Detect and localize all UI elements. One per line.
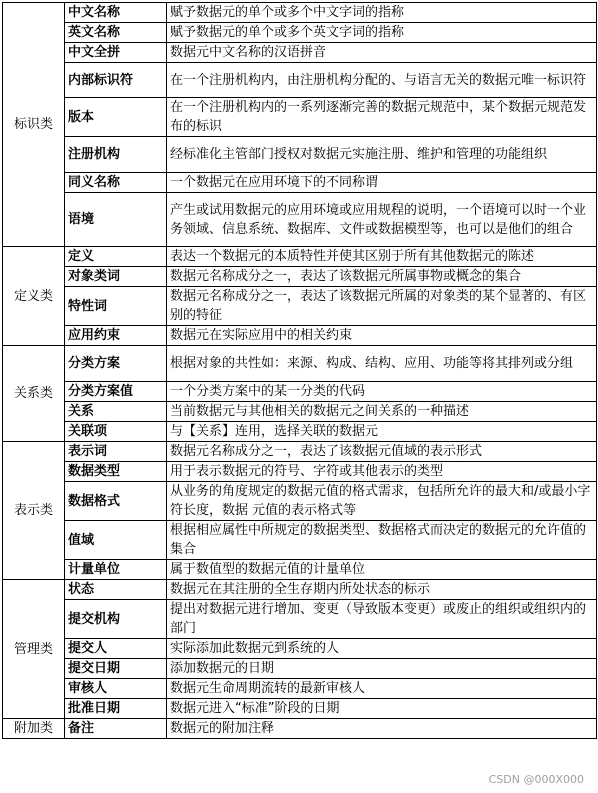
- attribute-name-cell: 批准日期: [65, 699, 167, 719]
- table-row: [3, 23, 597, 43]
- attribute-name-cell: 提交机构: [65, 600, 167, 639]
- attribute-name-cell: 状态: [65, 580, 167, 600]
- attribute-description-cell: 数据元的附加注释: [167, 719, 597, 739]
- table-row: [3, 719, 597, 739]
- category-cell: 关系类: [3, 346, 65, 442]
- table-row: [3, 521, 597, 560]
- table-row: [3, 442, 597, 462]
- attribute-description-cell: 赋予数据元的单个或多个中文字词的指称: [167, 3, 597, 23]
- attribute-description-cell: 数据元名称成分之一，表达了该数据元所属的对象类的某个显著的、有区别的特征: [167, 287, 597, 326]
- attribute-name-cell: 备注: [65, 719, 167, 739]
- attribute-description-cell: 数据元在实际应用中的相关约束: [167, 326, 597, 346]
- attribute-name-cell: 语境: [65, 193, 167, 247]
- table-row: [3, 402, 597, 422]
- attribute-description-cell: 当前数据元与其他相关的数据元之间关系的一种描述: [167, 402, 597, 422]
- attribute-name-cell: 审核人: [65, 679, 167, 699]
- table-body: [3, 3, 597, 739]
- attribute-name-cell: 表示词: [65, 442, 167, 462]
- attribute-name-cell: 中文全拼: [65, 43, 167, 63]
- attribute-description-cell: 一个分类方案中的某一分类的代码: [167, 382, 597, 402]
- attribute-description-cell: 数据元进入“标准”阶段的日期: [167, 699, 597, 719]
- watermark: CSDN @000X000: [488, 773, 584, 786]
- table-row: [3, 462, 597, 482]
- attribute-name-cell: 值域: [65, 521, 167, 560]
- attribute-name-cell: 特性词: [65, 287, 167, 326]
- attribute-description-cell: 数据元中文名称的汉语拼音: [167, 43, 597, 63]
- attribute-description-cell: 数据元生命周期流转的最新审核人: [167, 679, 597, 699]
- attribute-description-cell: 添加数据元的日期: [167, 659, 597, 679]
- table-row: [3, 560, 597, 580]
- attribute-name-cell: 分类方案值: [65, 382, 167, 402]
- table-row: [3, 193, 597, 247]
- table-row: [3, 326, 597, 346]
- attribute-description-cell: 从业务的角度规定的数据元值的格式需求，包括所允许的最大和/或最小字符长度，数据 元值的表示格式等: [167, 482, 597, 521]
- attribute-description-cell: 用于表示数据元的符号、字符或其他表示的类型: [167, 462, 597, 482]
- table-row: [3, 43, 597, 63]
- attribute-name-cell: 分类方案: [65, 346, 167, 382]
- table-row: [3, 382, 597, 402]
- table-row: [3, 3, 597, 23]
- table-row: [3, 679, 597, 699]
- attribute-name-cell: 提交日期: [65, 659, 167, 679]
- attribute-name-cell: 注册机构: [65, 137, 167, 173]
- attribute-description-cell: 赋予数据元的单个或多个英文字词的指称: [167, 23, 597, 43]
- metadata-attribute-table: [2, 2, 597, 739]
- category-cell: 附加类: [3, 719, 65, 739]
- attribute-name-cell: 内部标识符: [65, 63, 167, 98]
- table-row: [3, 247, 597, 267]
- attribute-description-cell: 在一个注册机构内的一系列逐渐完善的数据元规范中，某个数据元规范发布的标识: [167, 98, 597, 137]
- attribute-description-cell: 产生或试用数据元的应用环境或应用规程的说明，一个语境可以时一个业务领域、信息系统、数据库、文件或数据模型等，也可以是他们的组合: [167, 193, 597, 247]
- table-row: [3, 346, 597, 382]
- attribute-description-cell: 与【关系】连用，选择关联的数据元: [167, 422, 597, 442]
- table-row: [3, 137, 597, 173]
- table-row: [3, 98, 597, 137]
- attribute-description-cell: 在一个注册机构内，由注册机构分配的、与语言无关的数据元唯一标识符: [167, 63, 597, 98]
- table-row: [3, 63, 597, 98]
- attribute-name-cell: 提交人: [65, 639, 167, 659]
- attribute-name-cell: 同义名称: [65, 173, 167, 193]
- table-row: [3, 287, 597, 326]
- category-cell: 表示类: [3, 442, 65, 580]
- attribute-description-cell: 表达一个数据元的本质特性并使其区别于所有其他数据元的陈述: [167, 247, 597, 267]
- attribute-name-cell: 对象类词: [65, 267, 167, 287]
- table-row: [3, 659, 597, 679]
- attribute-name-cell: 数据类型: [65, 462, 167, 482]
- attribute-name-cell: 英文名称: [65, 23, 167, 43]
- attribute-name-cell: 数据格式: [65, 482, 167, 521]
- table-row: [3, 639, 597, 659]
- attribute-description-cell: 属于数值型的数据元值的计量单位: [167, 560, 597, 580]
- attribute-name-cell: 版本: [65, 98, 167, 137]
- attribute-description-cell: 根据对象的共性如：来源、构成、结构、应用、功能等将其排列或分组: [167, 346, 597, 382]
- attribute-name-cell: 定义: [65, 247, 167, 267]
- attribute-description-cell: 提出对数据元进行增加、变更（导致版本变更）或废止的组织或组织内的部门: [167, 600, 597, 639]
- attribute-description-cell: 数据元名称成分之一，表达了该数据元所属事物或概念的集合: [167, 267, 597, 287]
- attribute-name-cell: 关联项: [65, 422, 167, 442]
- attribute-description-cell: 一个数据元在应用环境下的不同称谓: [167, 173, 597, 193]
- attribute-name-cell: 应用约束: [65, 326, 167, 346]
- attribute-description-cell: 数据元在其注册的全生存期内所处状态的标示: [167, 580, 597, 600]
- attribute-name-cell: 关系: [65, 402, 167, 422]
- table-row: [3, 422, 597, 442]
- attribute-description-cell: 经标准化主管部门授权对数据元实施注册、维护和管理的功能组织: [167, 137, 597, 173]
- attribute-name-cell: 中文名称: [65, 3, 167, 23]
- attribute-description-cell: 根据相应属性中所规定的数据类型、数据格式而决定的数据元的允许值的集合: [167, 521, 597, 560]
- table-row: [3, 699, 597, 719]
- table-row: [3, 173, 597, 193]
- category-cell: 管理类: [3, 580, 65, 719]
- category-cell: 标识类: [3, 3, 65, 247]
- table-row: [3, 267, 597, 287]
- attribute-name-cell: 计量单位: [65, 560, 167, 580]
- table-row: [3, 600, 597, 639]
- attribute-description-cell: 数据元名称成分之一，表达了该数据元值域的表示形式: [167, 442, 597, 462]
- table-row: [3, 580, 597, 600]
- table-row: [3, 482, 597, 521]
- category-cell: 定义类: [3, 247, 65, 346]
- attribute-description-cell: 实际添加此数据元到系统的人: [167, 639, 597, 659]
